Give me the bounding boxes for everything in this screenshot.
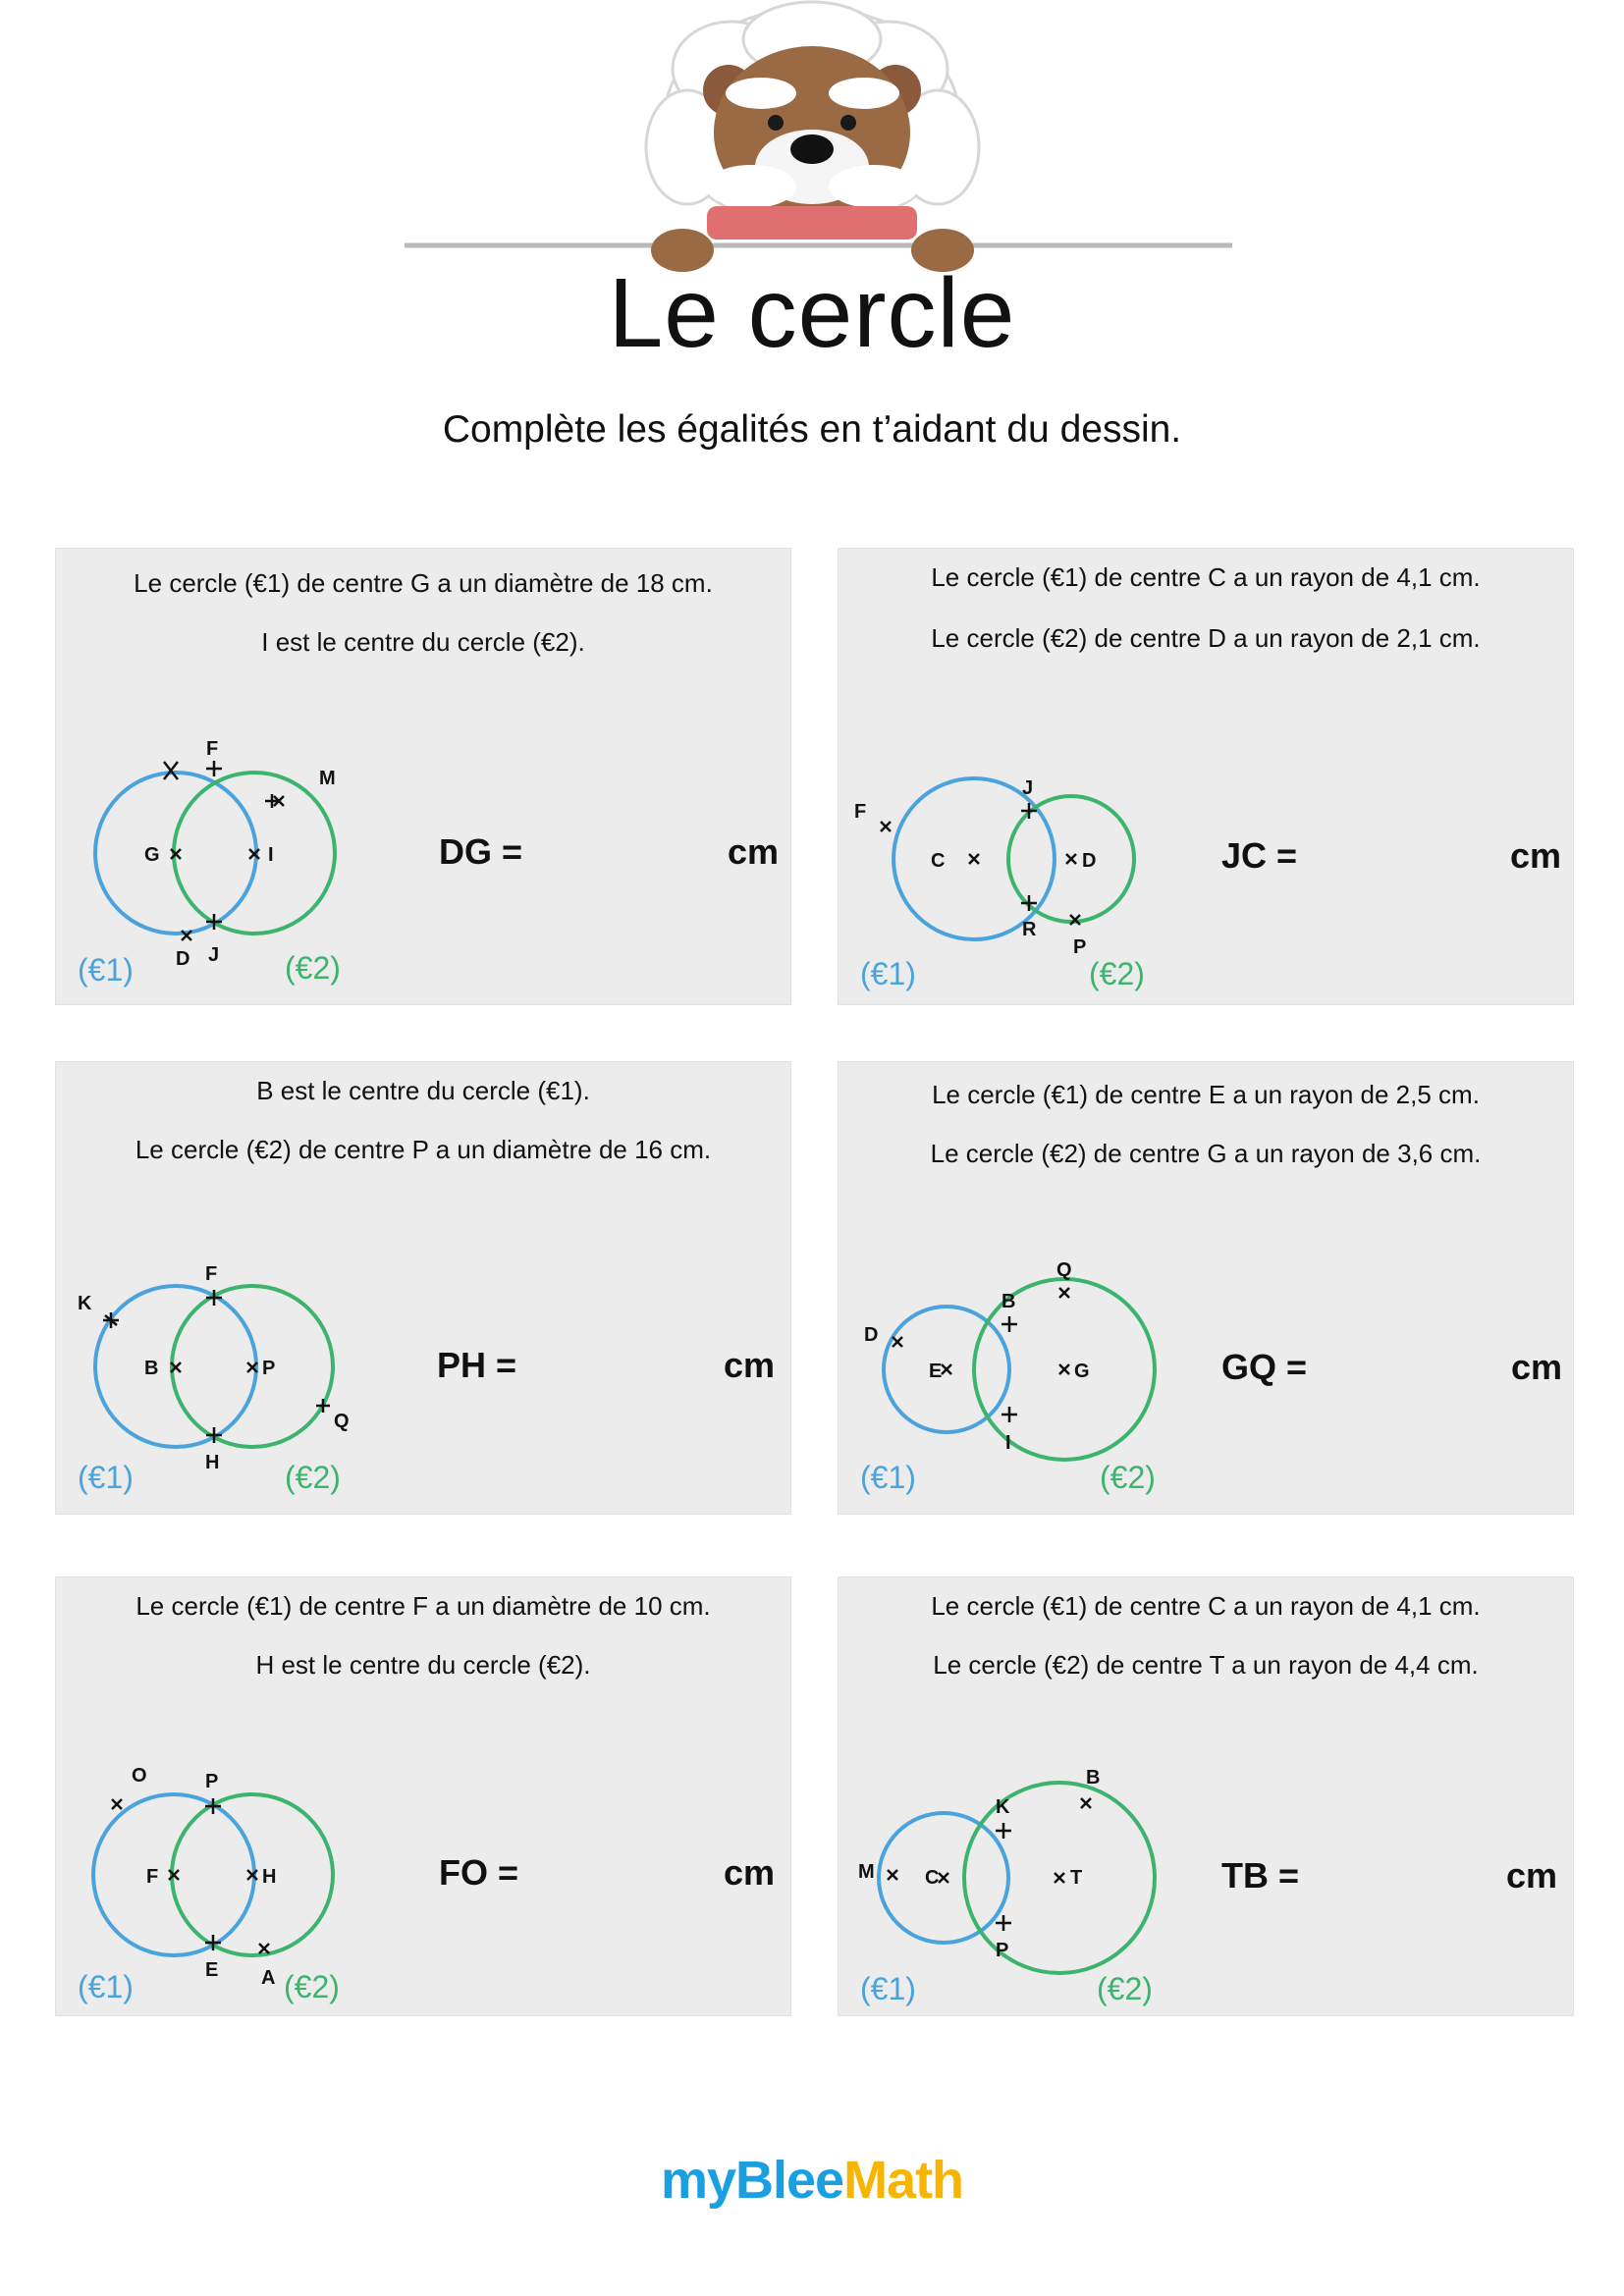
instruction-text: Complète les égalités en t’aidant du dessin. [442,408,1182,451]
point-label-Q: Q [1056,1259,1072,1281]
exercise-card-4 [838,1061,1574,1515]
point-label-F: F [205,1263,218,1285]
exercise-card-3 [55,1061,791,1515]
exercise-statement-2: H est le centre du cercle (€2). [255,1650,591,1680]
unit-label: cm [1510,835,1562,876]
point-label-P: P [262,1358,276,1379]
circle-diagram [56,1577,792,2017]
exercise-statement-1: Le cercle (€1) de centre C a un rayon de 4,1 cm. [931,1591,1481,1621]
point-label-B: B [144,1358,159,1379]
point-label-D: D [1082,850,1097,872]
point-label-M: M [858,1861,875,1883]
point-label-Q: Q [334,1411,350,1432]
point-label-I: I [268,844,274,866]
point-label-M: M [319,768,336,789]
segment-label: DG = [439,831,523,872]
point-label-J: J [1022,777,1034,799]
point-label-P: P [996,1940,1009,1961]
circle-diagram [839,549,1575,1006]
circle-1-label: (€1) [78,1969,134,2004]
point-label-D: D [176,948,190,970]
unit-label: cm [724,1852,776,1893]
unit-label: cm [1511,1347,1563,1387]
point-label-C: C [925,1867,940,1889]
exercise-statement-2: Le cercle (€2) de centre P a un diamètre de 16 cm. [135,1135,712,1164]
exercise-statement-2: Le cercle (€2) de centre G a un rayon de 3,6 cm. [930,1139,1482,1168]
point-label-P: P [205,1771,219,1792]
point-label-E: E [929,1361,943,1382]
exercise-card-1 [55,548,791,1005]
point-label-R: R [1022,919,1037,940]
point-label-G: G [144,844,160,866]
unit-label: cm [728,831,780,872]
exercise-statement-2: Le cercle (€2) de centre T a un rayon de 4,4 cm. [933,1650,1479,1680]
point-label-H: H [205,1452,220,1473]
point-label-H: H [262,1866,277,1888]
page-title: Le cercle [608,258,1016,368]
point-label-I: I [1005,1432,1011,1454]
logo-part-myblee: myBlee [660,2151,844,2210]
point-label-K: K [996,1796,1010,1818]
exercise-statement-1: Le cercle (€1) de centre E a un rayon de 2,5 cm. [932,1080,1480,1109]
segment-label: JC = [1221,835,1298,876]
point-label-C: C [931,850,946,872]
segment-label: GQ = [1221,1347,1308,1387]
point-label-B: B [1001,1291,1016,1312]
circle-2-label: (€2) [285,950,341,986]
circle-1-label: (€1) [860,1971,916,2006]
point-label-P: P [1073,936,1087,958]
circle-diagram [839,1062,1575,1516]
point-label-O: O [132,1765,147,1787]
exercise-card-5 [55,1576,791,2016]
exercise-card-2 [838,548,1574,1005]
point-label-A: A [261,1967,276,1989]
circle-2-label: (€2) [284,1969,340,2004]
circle-2-label: (€2) [285,1460,341,1495]
point-label-F: F [206,738,219,760]
exercise-statement-1: B est le centre du cercle (€1). [256,1076,590,1105]
circle-1-label: (€1) [78,952,134,988]
point-label-F: F [854,801,867,823]
segment-label: FO = [439,1852,519,1893]
point-label-G: G [1074,1361,1090,1382]
segment-label: PH = [437,1345,517,1385]
circle-2-label: (€2) [1100,1460,1156,1495]
point-label-E: E [205,1959,219,1981]
brand-logo [0,2150,1624,2211]
circle-2-label: (€2) [1097,1971,1153,2006]
unit-label: cm [1506,1855,1558,1896]
circle-2-label: (€2) [1089,956,1145,991]
point-label-B: B [1086,1767,1101,1789]
point-label-J: J [208,944,220,966]
circle-1-label: (€1) [860,956,916,991]
mascot-illustration [0,0,1624,285]
circle-diagram [56,549,792,1006]
exercise-statement-1: Le cercle (€1) de centre F a un diamètre de 10 cm. [135,1591,711,1621]
exercise-statement-2: Le cercle (€2) de centre D a un rayon de 2,1 cm. [931,623,1481,653]
exercise-statement-1: Le cercle (€1) de centre G a un diamètre de 18 cm. [134,568,713,598]
point-label-K: K [78,1293,92,1314]
circle-1-label: (€1) [78,1460,134,1495]
point-label-T: T [1070,1867,1083,1889]
exercise-statement-1: Le cercle (€1) de centre C a un rayon de 4,1 cm. [931,562,1481,592]
point-label-D: D [864,1324,879,1346]
logo-part-math: Math [843,2151,964,2210]
circle-1-label: (€1) [860,1460,916,1495]
segment-label: TB = [1221,1855,1300,1896]
unit-label: cm [724,1345,776,1385]
exercise-statement-2: I est le centre du cercle (€2). [261,627,585,657]
exercise-card-6 [838,1576,1574,2016]
circle-diagram [839,1577,1575,2017]
point-label-F: F [146,1866,159,1888]
circle-diagram [56,1062,792,1516]
